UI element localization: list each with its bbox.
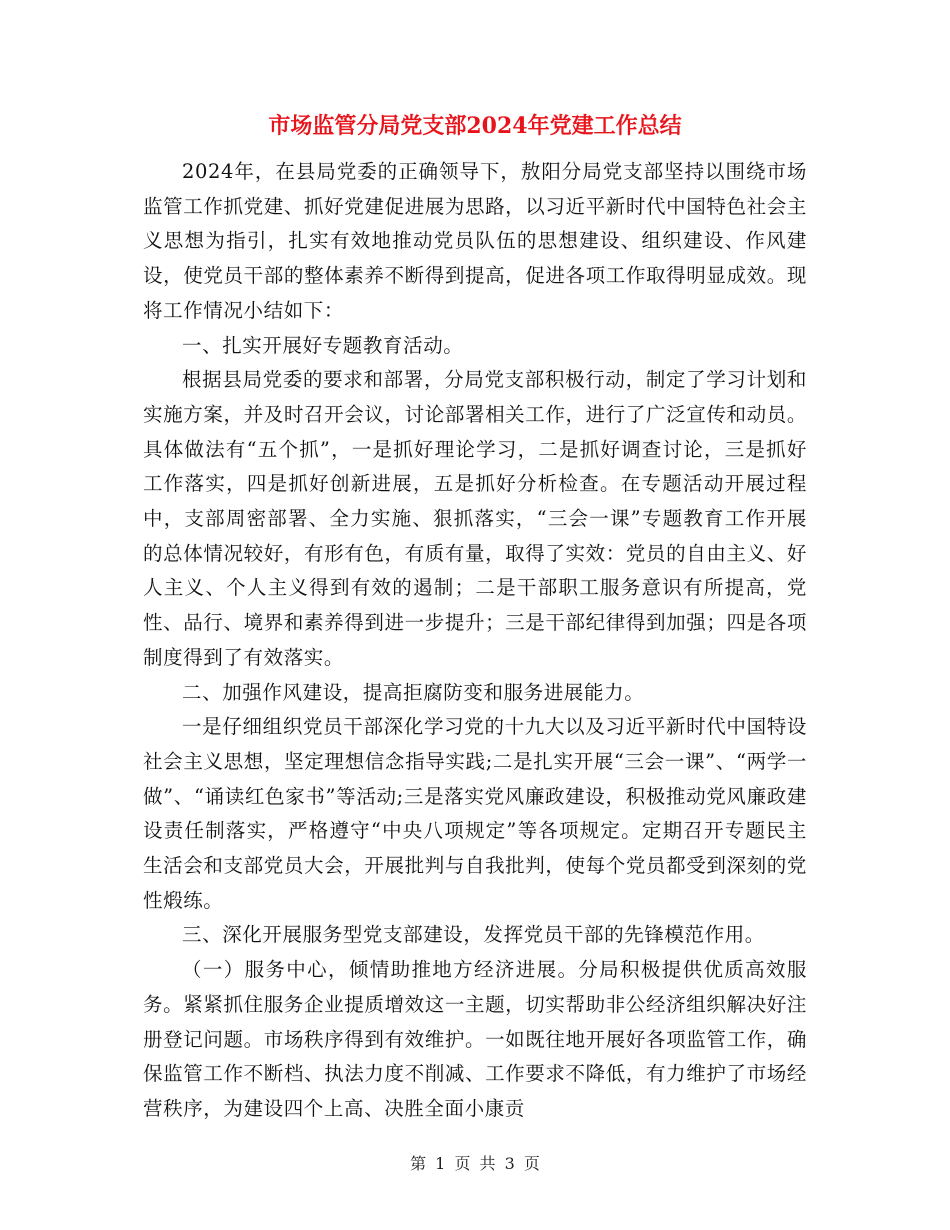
section-heading-3: 三、深化开展服务型党支部建设，发挥党员干部的先锋模范作用。 xyxy=(182,923,765,947)
paragraph-section-3-1: （一）服务中心，倾情助推地方经济进展。分局积极提供优质高效服务。紧紧抓住服务企业提质增效这一主题，切实帮助非公经济组织解决好注册登记问题。市场秩序得到有效维护。一如既往地开展好各项监管工作，确保监管工作不断档、执法力度不削减、工作要求不降低，有力维护了市场经营秩序，为建设四个上高、决胜全面小康贡 xyxy=(143,958,807,1120)
paragraph-section-1: 根据县局党委的要求和部署，分局党支部积极行动，制定了学习计划和实施方案，并及时召开会议，讨论部署相关工作，进行了广泛宣传和动员。具体做法有“五个抓”，一是抓好理论学习，二是抓好调查讨论，三是抓好工作落实，四是抓好创新进展，五是抓好分析检查。在专题活动开展过程中，支部周密部署、全力实施、狠抓落实，“三会一课”专题教育工作开展的总体情况较好，有形有色，有质有量，取得了实效：党员的自由主义、好人主义、个人主义得到有效的遏制；二是干部职工服务意识有所提高，党性、品行、境界和素养得到进一步提升；三是干部纪律得到加强；四是各项制度得到了有效落实。 xyxy=(143,368,807,669)
document-body xyxy=(143,155,807,1127)
section-heading-2: 二、加强作风建设，提高拒腐防变和服务进展能力。 xyxy=(182,680,645,704)
paragraph-intro: 2024年，在县局党委的正确领导下，敖阳分局党支部坚持以围绕市场监管工作抓党建、抓好党建促进展为思路，以习近平新时代中国特色社会主义思想为指引，扎实有效地推动党员队伍的思想建设、组织建设、作风建设，使党员干部的整体素养不断得到提高，促进各项工作取得明显成效。现将工作情况小结如下： xyxy=(143,160,807,322)
page-number-footer: 第 1 页 共 3 页 xyxy=(410,1154,540,1173)
paragraph-section-2: 一是仔细组织党员干部深化学习党的十九大以及习近平新时代中国特设社会主义思想，坚定理想信念指导实践;二是扎实开展“三会一课”、“两学一做”、“诵读红色家书”等活动;三是落实党风廉政建设，积极推动党风廉政建设责任制落实，严格遵守“中央八项规定”等各项规定。定期召开专题民主生活会和支部党员大会，开展批判与自我批判，使每个党员都受到深刻的党性煅练。 xyxy=(143,715,807,912)
document-title: 市场监管分局党支部2024年党建工作总结 xyxy=(268,113,682,139)
section-heading-1: 一、扎实开展好专题教育活动。 xyxy=(182,333,464,357)
